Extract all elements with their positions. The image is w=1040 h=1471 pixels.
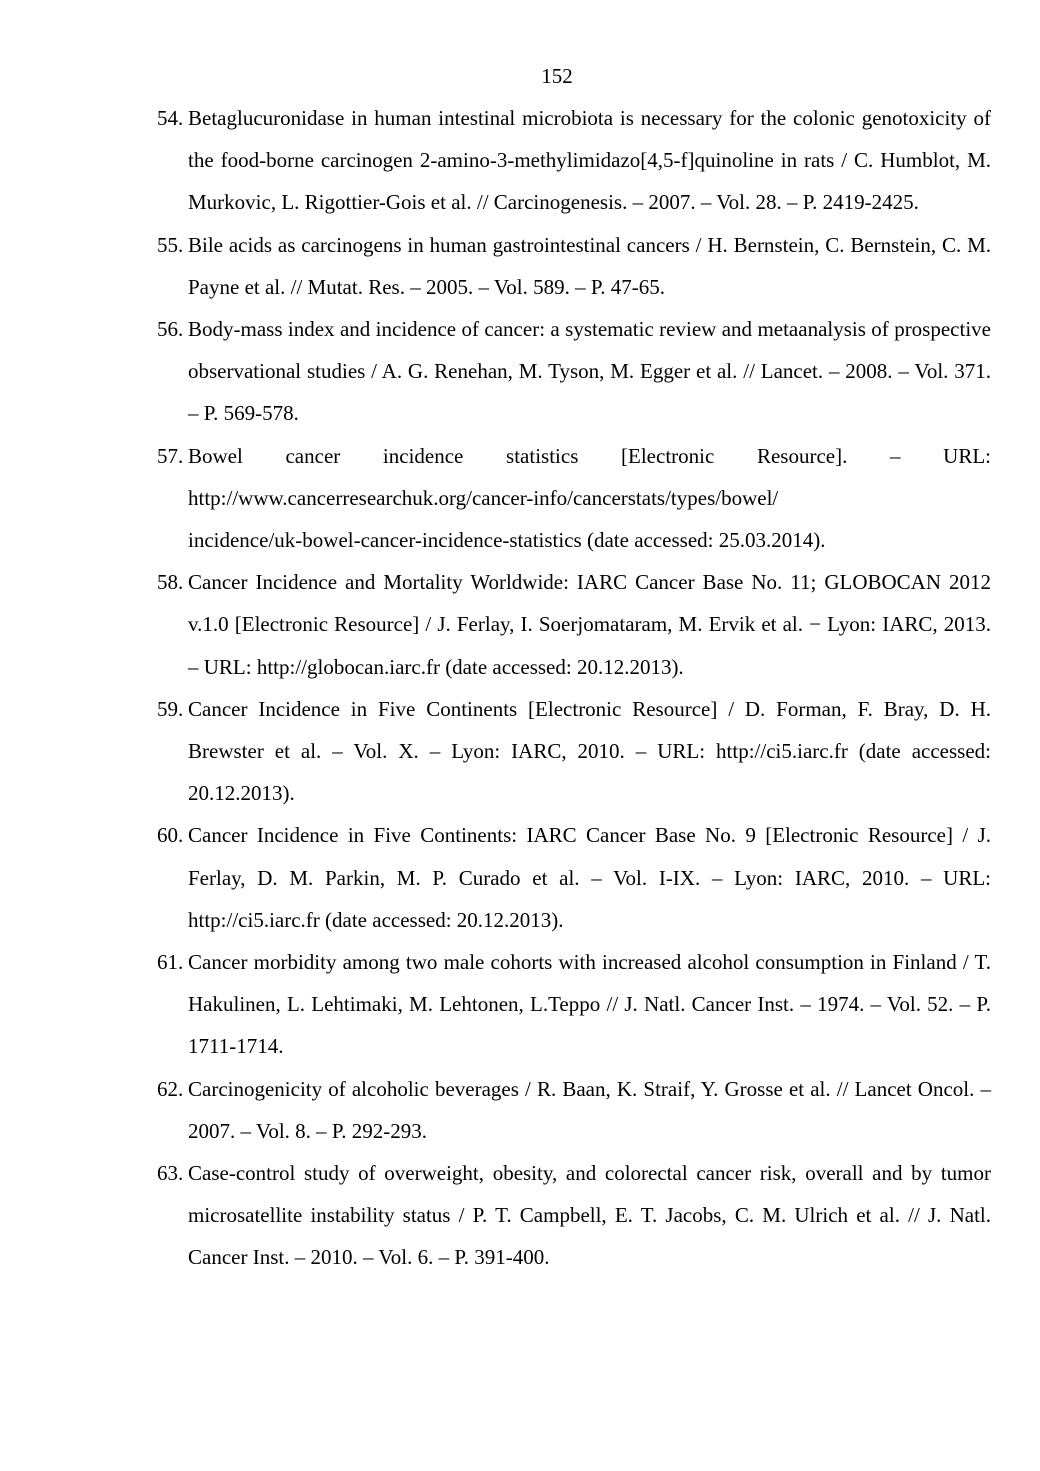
reference-item: [157, 1068, 991, 1152]
reference-text: Cancer Incidence in Five Continents: IARC Cancer Base No. 9 [Electronic Resource] / J. Ferlay, D. M. Parkin, M. P. Curado et al. – Vol. I-IX. – Lyon: IARC, 2010. – URL: http://ci5.iarc.fr (date accessed: 20.12.2013).: [188, 823, 991, 932]
reference-number: 56.: [157, 317, 184, 342]
reference-text: Case-control study of overweight, obesity, and colorectal cancer risk, overall and by tumor microsatellite instability status / P. T. Campbell, E. T. Jacobs, C. M. Ulrich et al. // J. Natl. Cancer Inst. – 2010. – Vol. 6. – P. 391-400.: [188, 1161, 991, 1270]
reference-list: [157, 97, 991, 1279]
reference-item: [157, 308, 991, 435]
reference-number: 63.: [157, 1161, 184, 1186]
reference-text: Cancer Incidence and Mortality Worldwide: IARC Cancer Base No. 11; GLOBOCAN 2012 v.1.0 [Electronic Resource] / J. Ferlay, I. Soerjomataram, M. Ervik et al. − Lyon: IARC, 2013. – URL: http://globocan.iarc.fr (date accessed: 20.12.2013).: [188, 570, 991, 679]
reference-item: [157, 941, 991, 1068]
reference-text: Bile acids as carcinogens in human gastrointestinal cancers / H. Bernstein, C. Bernstein, C. M. Payne et al. // Mutat. Res. – 2005. – Vol. 589. – P. 47-65.: [188, 232, 991, 299]
reference-number: 57.: [157, 443, 184, 468]
reference-item: [157, 97, 991, 224]
reference-text: Body-mass index and incidence of cancer: a systematic review and metaanalysis of prospective observational studies / A. G. Renehan, M. Tyson, M. Egger et al. // Lancet. – 2008. – Vol. 371. – P. 569-578.: [188, 317, 991, 426]
reference-item: [157, 1152, 991, 1279]
reference-text: Cancer Incidence in Five Continents [Electronic Resource] / D. Forman, F. Bray, D. H. Brewster et al. – Vol. X. – Lyon: IARC, 2010. – URL: http://ci5.iarc.fr (date accessed: 20.12.2013).: [188, 696, 991, 806]
reference-number: 54.: [157, 106, 184, 130]
reference-number: 59.: [157, 696, 184, 721]
reference-number: 60.: [157, 823, 184, 848]
reference-item: [157, 435, 991, 562]
reference-item: [157, 688, 991, 815]
reference-item: [157, 561, 991, 688]
page-number: 152: [541, 64, 573, 88]
reference-number: 61.: [157, 950, 184, 975]
reference-text: Cancer morbidity among two male cohorts with increased alcohol consumption in Finland / T. Hakulinen, L. Lehtimaki, M. Lehtonen, L.Teppo // J. Natl. Cancer Inst. – 1974. – Vol. 52. – P. 1711-1714.: [188, 950, 991, 1059]
reference-item: [157, 814, 991, 941]
reference-number: 58.: [157, 570, 184, 595]
reference-text: Carcinogenicity of alcoholic beverages / R. Baan, K. Straif, Y. Grosse et al. // Lancet Oncol. – 2007. – Vol. 8. – P. 292-293.: [188, 1076, 991, 1143]
reference-text-line: incidence/uk-bowel-cancer-incidence-statistics (date accessed: 25.03.2014).: [188, 528, 826, 553]
reference-url-line: http://www.cancerresearchuk.org/cancer-info/cancerstats/types/bowel/: [188, 485, 779, 510]
reference-item: [157, 224, 991, 308]
reference-number: 55.: [157, 232, 184, 257]
reference-text-line: Bowel cancer incidence statistics [Electronic Resource]. – URL:: [188, 443, 991, 468]
reference-number: 62.: [157, 1076, 184, 1101]
reference-text: Betaglucuronidase in human intestinal microbiota is necessary for the colonic genotoxicity of the food-borne carcinogen 2-amino-3-methylimidazo[4,5-f]quinoline in rats / C. Humblot, M. Murkovic, L. Rigottier-Gois et al. // Carcinogenesis. – 2007. – Vol. 28. – P. 2419-2425.: [188, 106, 991, 215]
